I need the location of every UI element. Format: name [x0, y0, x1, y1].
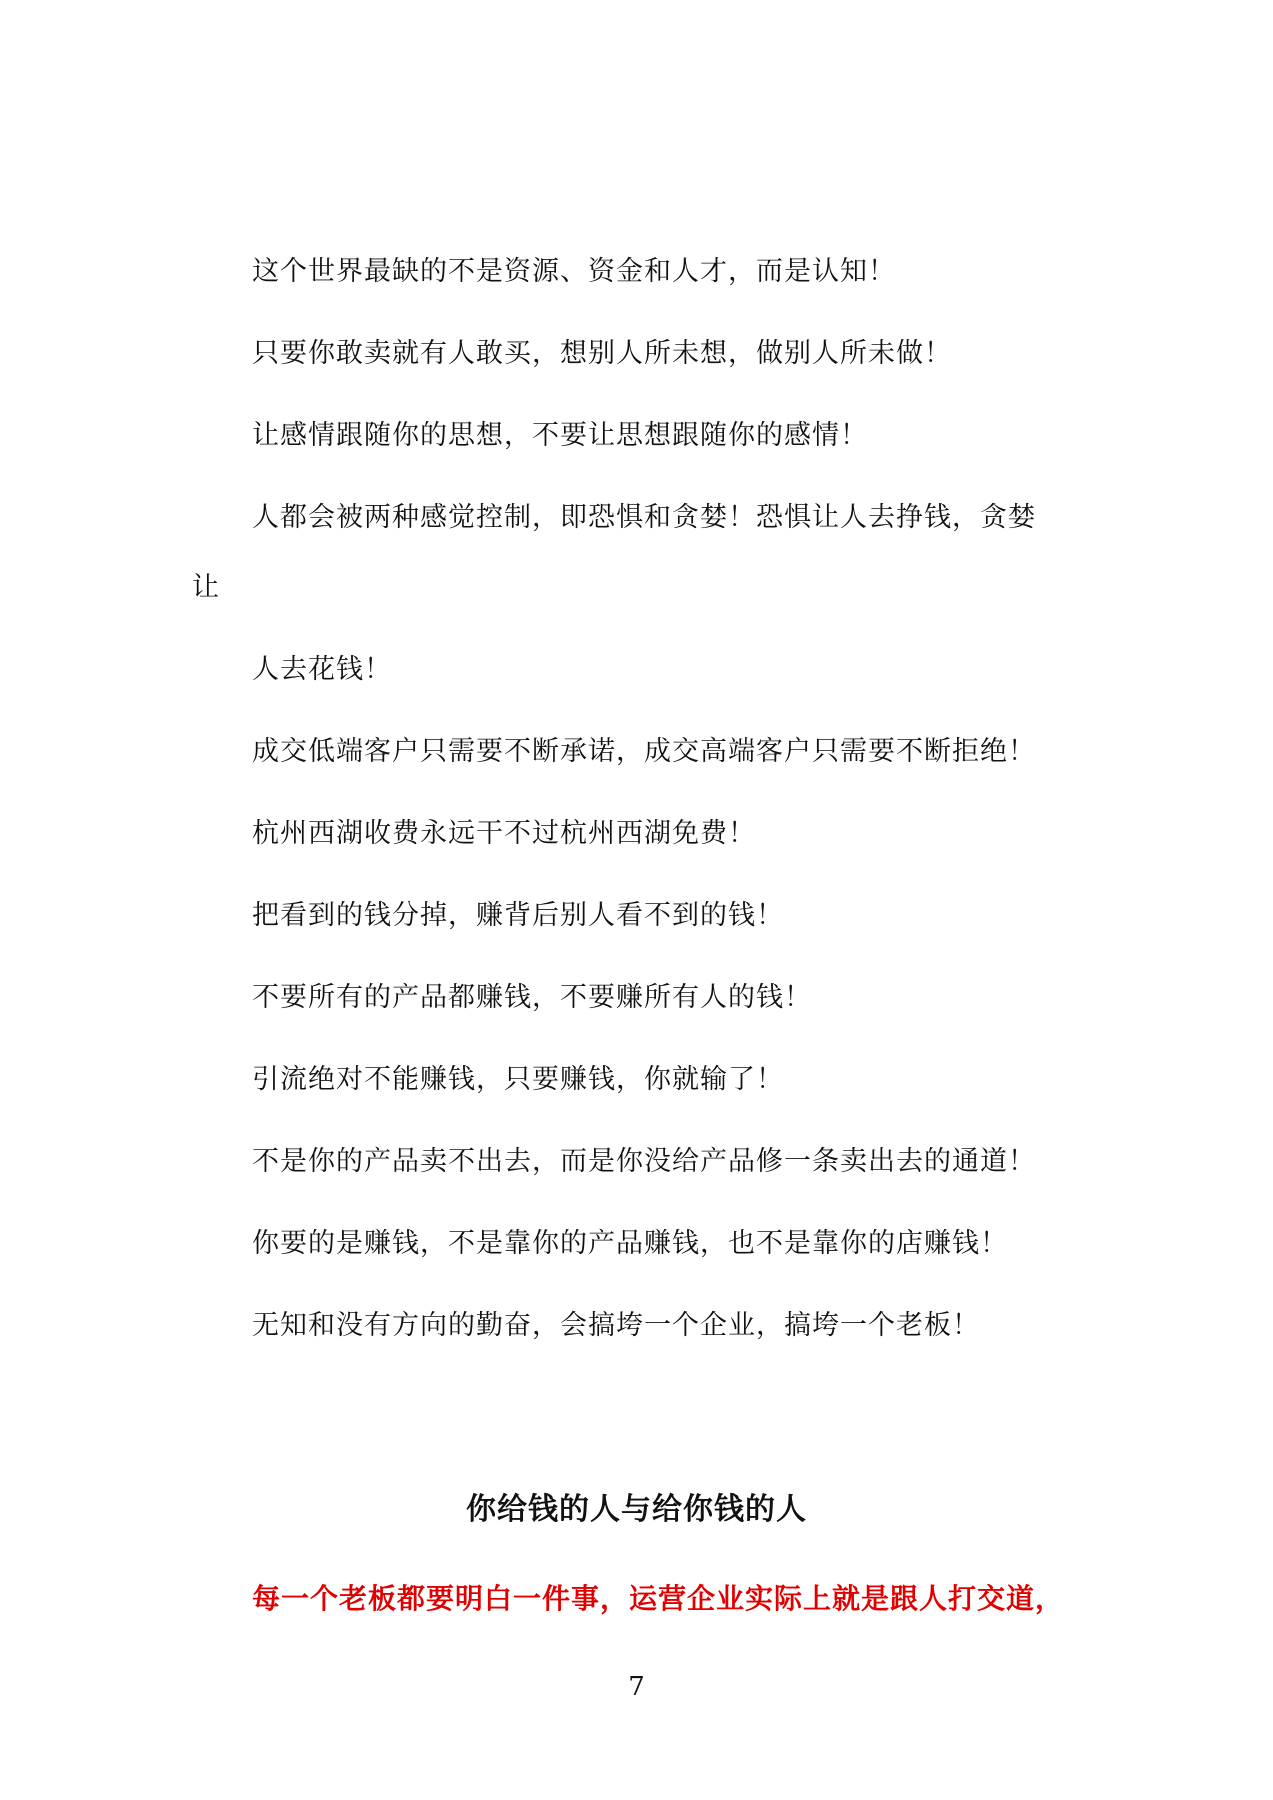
- body-line-2: 只要你敢卖就有人敢买，想别人所未想，做别人所未做！: [252, 338, 952, 369]
- body-line-13: 无知和没有方向的勤奋，会搞垮一个企业，搞垮一个老板！: [252, 1310, 980, 1341]
- section-heading: 你给钱的人与给你钱的人: [466, 1492, 807, 1527]
- body-line-8: 把看到的钱分掉，赚背后别人看不到的钱！: [252, 900, 784, 931]
- body-line-11: 不是你的产品卖不出去，而是你没给产品修一条卖出去的通道！: [252, 1146, 1036, 1177]
- body-line-6: 成交低端客户只需要不断承诺，成交高端客户只需要不断拒绝！: [252, 736, 1036, 767]
- body-line-10: 引流绝对不能赚钱，只要赚钱，你就输了！: [252, 1064, 784, 1095]
- body-line-3: 让感情跟随你的思想，不要让思想跟随你的感情！: [252, 420, 868, 451]
- page-number: 7: [628, 1672, 645, 1702]
- body-line-5: 人去花钱！: [252, 654, 392, 685]
- highlight-text: 每一个老板都要明白一件事，运营企业实际上就是跟人打交道，: [252, 1582, 1065, 1615]
- body-line-4-wrap: 让: [192, 572, 220, 603]
- body-line-12: 你要的是赚钱，不是靠你的产品赚钱，也不是靠你的店赚钱！: [252, 1228, 1008, 1259]
- body-line-9: 不要所有的产品都赚钱，不要赚所有人的钱！: [252, 982, 812, 1013]
- body-line-1: 这个世界最缺的不是资源、资金和人才，而是认知！: [252, 256, 896, 287]
- body-line-7: 杭州西湖收费永远干不过杭州西湖免费！: [252, 818, 756, 849]
- body-line-4: 人都会被两种感觉控制，即恐惧和贪婪！恐惧让人去挣钱，贪婪: [252, 502, 1036, 533]
